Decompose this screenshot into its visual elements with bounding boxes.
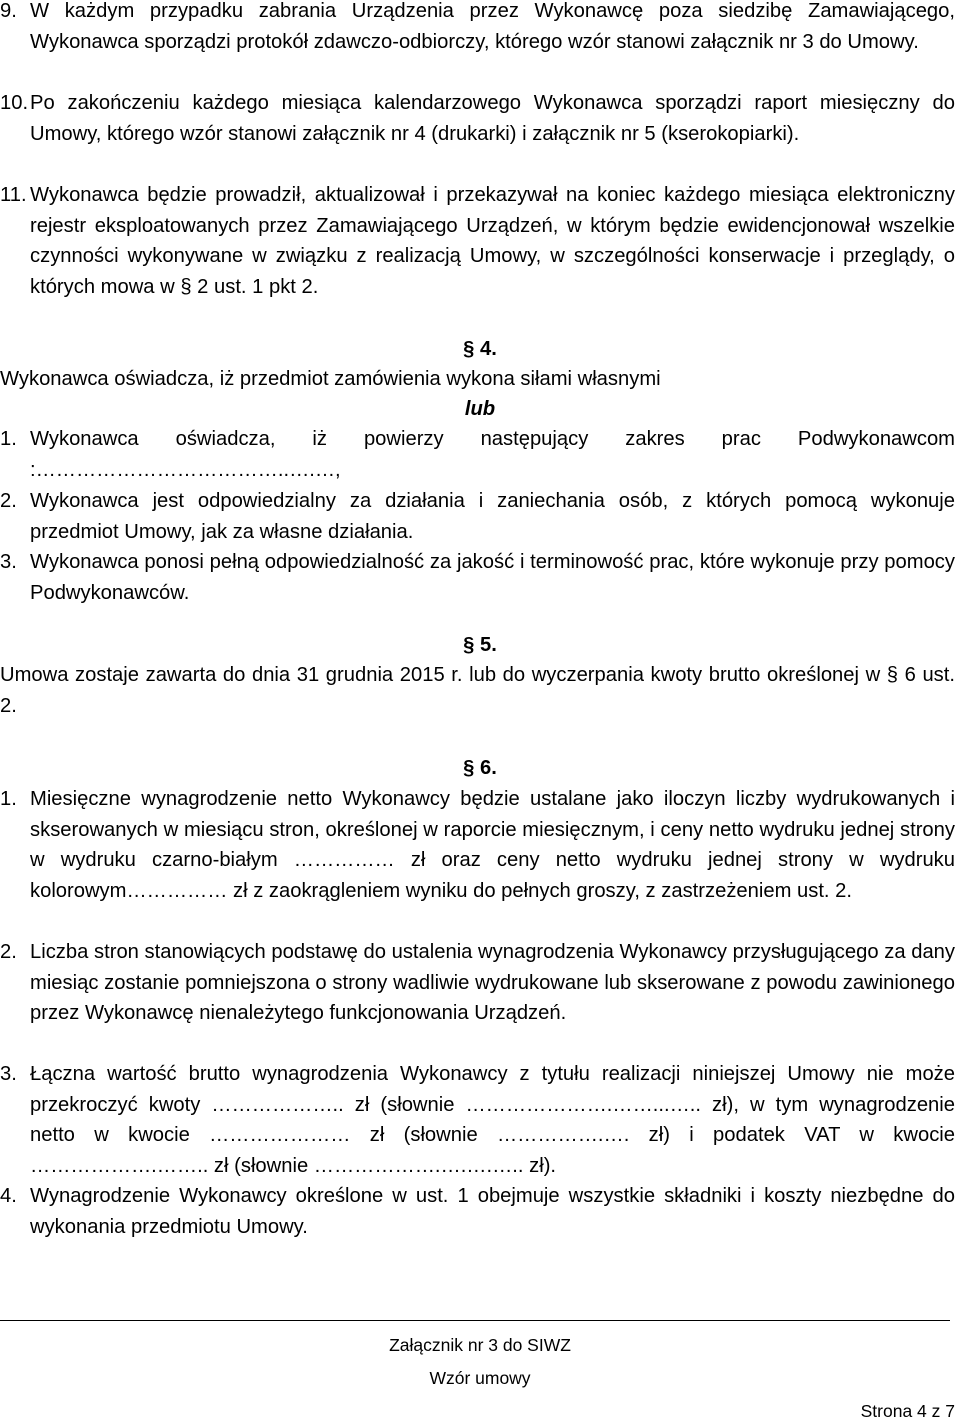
list-item xyxy=(0,1059,955,1181)
item-number: 11. xyxy=(0,184,27,206)
section-5-text: Umowa zostaje zawarta do dnia 31 grudnia 2015 r. lub do wyczerpania kwoty brutto określonej w § 6 ust. 2. xyxy=(0,664,955,717)
item-text: Miesięczne wynagrodzenie netto Wykonawcy będzie ustalane jako iloczyn liczby wydrukowanych i skserowanych w miesiącu stron, określonej w raporcie miesięcznym, i ceny netto wydruku jednej strony w wydruku czarno-białym …………… zł oraz ceny netto wydruku jednej strony w wydruku kolorowym…………… zł z zaokrągleniem wyniku do pełnych groszy, z zastrzeżeniem ust. 2. xyxy=(30,788,955,902)
item-text: W każdym przypadku zabrania Urządzenia przez Wykonawcę poza siedzibę Zamawiającego, Wykonawca sporządzi protokół zdawczo-odbiorczy, którego wzór stanowi załącznik nr 3 do Umowy. xyxy=(30,0,955,53)
item-text: Wynagrodzenie Wykonawcy określone w ust. 1 obejmuje wszystkie składniki i koszty niezbędne do wykonania przedmiotu Umowy. xyxy=(30,1185,955,1238)
section-heading-5: § 5. xyxy=(463,634,497,656)
item-number: 2. xyxy=(0,490,17,512)
list-item xyxy=(0,180,955,302)
footer-document-label: Wzór umowy xyxy=(429,1368,531,1388)
list-item xyxy=(0,88,955,149)
list-item xyxy=(0,937,955,1029)
item-text: Wykonawca jest odpowiedzialny za działania i zaniechania osób, z których pomocą wykonuje przedmiot Umowy, jak za własne działania. xyxy=(30,490,955,543)
item-number: 1. xyxy=(0,788,17,810)
item-number: 10. xyxy=(0,92,29,114)
list-item xyxy=(0,784,955,906)
alternative-lub: lub xyxy=(464,398,496,420)
list-item xyxy=(0,486,955,547)
item-text: Po zakończeniu każdego miesiąca kalendarzowego Wykonawca sporządzi raport miesięczny do Umowy, którego wzór stanowi załącznik nr 4 (drukarki) i załącznik nr 5 (kserokopiarki). xyxy=(30,92,955,145)
page-number: Strona 4 z 7 xyxy=(860,1401,955,1421)
item-number: 3. xyxy=(0,1063,17,1085)
list-item xyxy=(0,547,955,608)
item-number: 3. xyxy=(0,551,17,573)
list-item xyxy=(0,1181,955,1242)
item-number: 2. xyxy=(0,941,17,963)
section-heading-4: § 4. xyxy=(463,338,497,360)
item-number: 4. xyxy=(0,1185,17,1207)
footer-divider xyxy=(0,1320,950,1321)
item-text: Wykonawca oświadcza, iż powierzy następujący zakres prac Podwykonawcom :………………………………..….…, xyxy=(30,428,955,481)
item-text: Liczba stron stanowiących podstawę do ustalenia wynagrodzenia Wykonawcy przysługującego za dany miesiąc zostanie pomniejszona o strony wadliwie wydrukowane lub skserowane z powodu zawinionego przez Wykonawcę nienależytego funkcjonowania Urządzeń. xyxy=(30,941,955,1025)
footer-attachment-label: Załącznik nr 3 do SIWZ xyxy=(389,1335,571,1355)
list-item xyxy=(0,0,955,57)
item-number: 1. xyxy=(0,428,17,450)
section-heading-6: § 6. xyxy=(463,757,497,779)
item-text: Wykonawca ponosi pełną odpowiedzialność za jakość i terminowość prac, które wykonuje przy pomocy Podwykonawców. xyxy=(30,551,955,604)
item-text: Łączna wartość brutto wynagrodzenia Wykonawcy z tytułu realizacji niniejszej Umowy nie może przekroczyć kwoty ……………….. zł (słownie ………………….……...….. zł), w tym wynagrodzenie netto w kwocie ………………… zł (słownie …………….…. zł) i podatek VAT w kwocie ……………….…….. zł (słownie ……………….….….….. zł). xyxy=(30,1063,955,1177)
list-item xyxy=(0,424,955,485)
item-number: 9. xyxy=(0,0,17,22)
section-4-intro: Wykonawca oświadcza, iż przedmiot zamówienia wykona siłami własnymi xyxy=(0,368,661,390)
item-text: Wykonawca będzie prowadził, aktualizował i przekazywał na koniec każdego miesiąca elektroniczny rejestr eksploatowanych przez Zamawiającego Urządzeń, w którym będzie ewidencjonował wszelkie czynności wykonywane w związku z realizacją Umowy, w szczególności konserwacje i przeglądy, o których mowa w § 2 ust. 1 pkt 2. xyxy=(30,184,955,298)
